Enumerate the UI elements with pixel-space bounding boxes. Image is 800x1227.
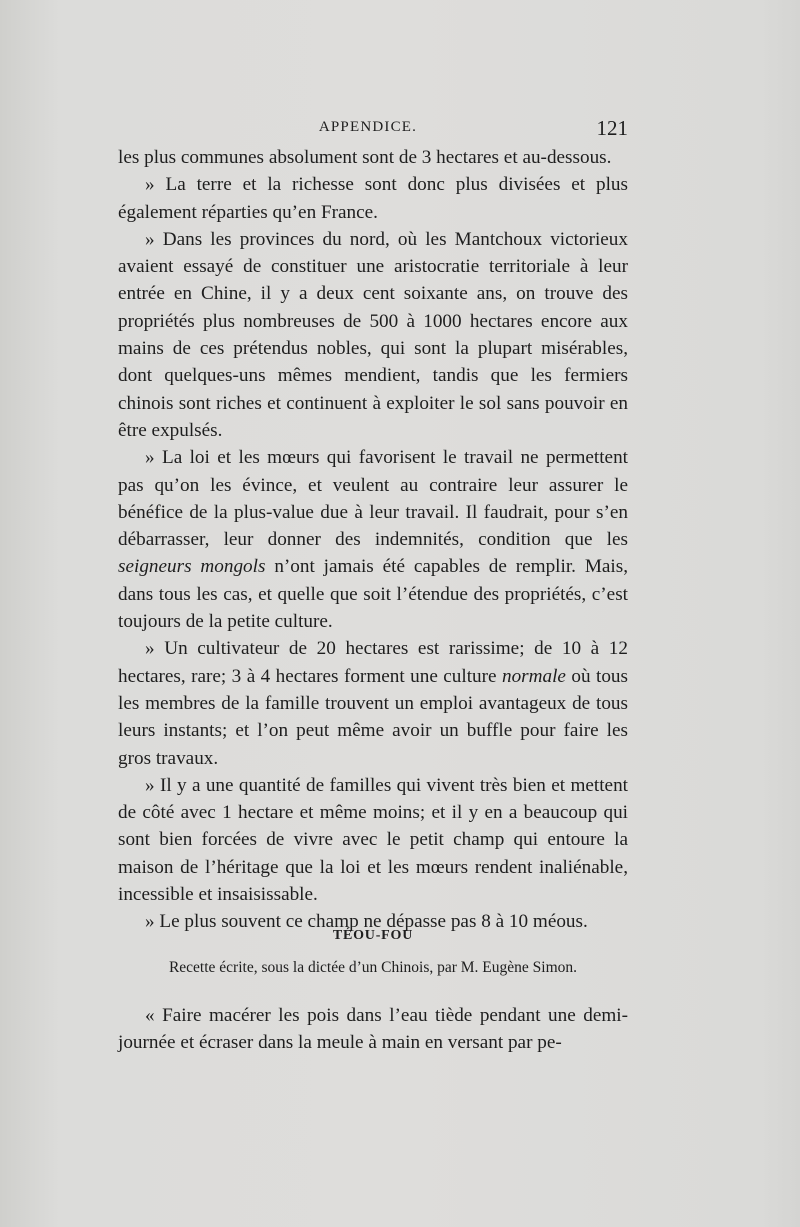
paragraph-5	[118, 635, 628, 771]
paragraph-1: les plus communes absolument sont de 3 hectares et au-dessous.	[118, 147, 612, 168]
running-head	[118, 116, 628, 142]
paragraph-3: » Dans les provinces du nord, où les Mantchoux victorieux avaient essayé de constituer une aristocratie territoriale à leur entrée en Chine, il y a deux cent soixante ans, on trouve des propriétés plus nombreuses de 500 à 1000 hectares encore aux mains de ces prétendus nobles, qui sont la plupart misérables, dont quelques-uns mêmes mendient, tandis que les fermiers chinois sont riches et continuent à exploiter le sol sans pouvoir en être expulsés.	[118, 228, 628, 441]
paragraph-5-before: » Un cultivateur de 20 hectares est rarissime; de 10 à 12 hectares, rare; 3 à 4 hectares forment une culture	[118, 638, 628, 687]
paragraph-4	[118, 444, 628, 635]
body-text	[118, 144, 628, 936]
paragraph-4-before: » La loi et les mœurs qui favorisent le travail ne permettent pas qu’on les évince, et veulent au contraire leur assurer le bénéfice de la plus-value due à leur travail. Il faudrait, pour s’en débarrasser, leur donner des indemnités, condition que les	[118, 447, 628, 551]
section-title: TÉOU-FOU	[332, 928, 414, 943]
paragraph-4-after: n’ont jamais été capables de remplir. Mais, dans tous les cas, et quelle que soit l’étendue des propriétés, c’est toujours de la petite culture.	[118, 556, 629, 633]
page-number: 121	[596, 116, 628, 140]
paragraph-4-italic: seigneurs mongols	[118, 556, 266, 578]
paragraph-7: » Le plus souvent ce champ ne dépasse pas 8 à 10 méous.	[145, 911, 588, 933]
recipe-paragraph: « Faire macérer les pois dans l’eau tiède pendant une demi-journée et écraser dans la meule à main en versant par pe-	[118, 1005, 628, 1054]
paragraph-6: » Il y a une quantité de familles qui vivent très bien et mettent de côté avec 1 hectare et même moins; et il y en a beaucoup qui sont bien forcées de vivre avec le petit champ qui entoure la maison de l’héritage que la loi et les mœurs rendent inaliénable, incessible et insaisissable.	[118, 774, 628, 906]
recipe-text	[118, 1002, 628, 1057]
paragraph-5-italic: normale	[501, 665, 566, 687]
running-title: APPENDICE.	[318, 119, 418, 135]
paragraph-2: » La terre et la richesse sont donc plus divisées et plus également réparties qu’en France.	[118, 174, 628, 223]
section-subtitle: Recette écrite, sous la dictée d’un Chinois, par M. Eugène Simon.	[168, 959, 578, 976]
paragraph-5-after: où tous les membres de la famille trouvent un emploi avantageux de tous leurs instants; et l’on peut même avoir un buffle pour faire les gros travaux.	[118, 665, 628, 769]
